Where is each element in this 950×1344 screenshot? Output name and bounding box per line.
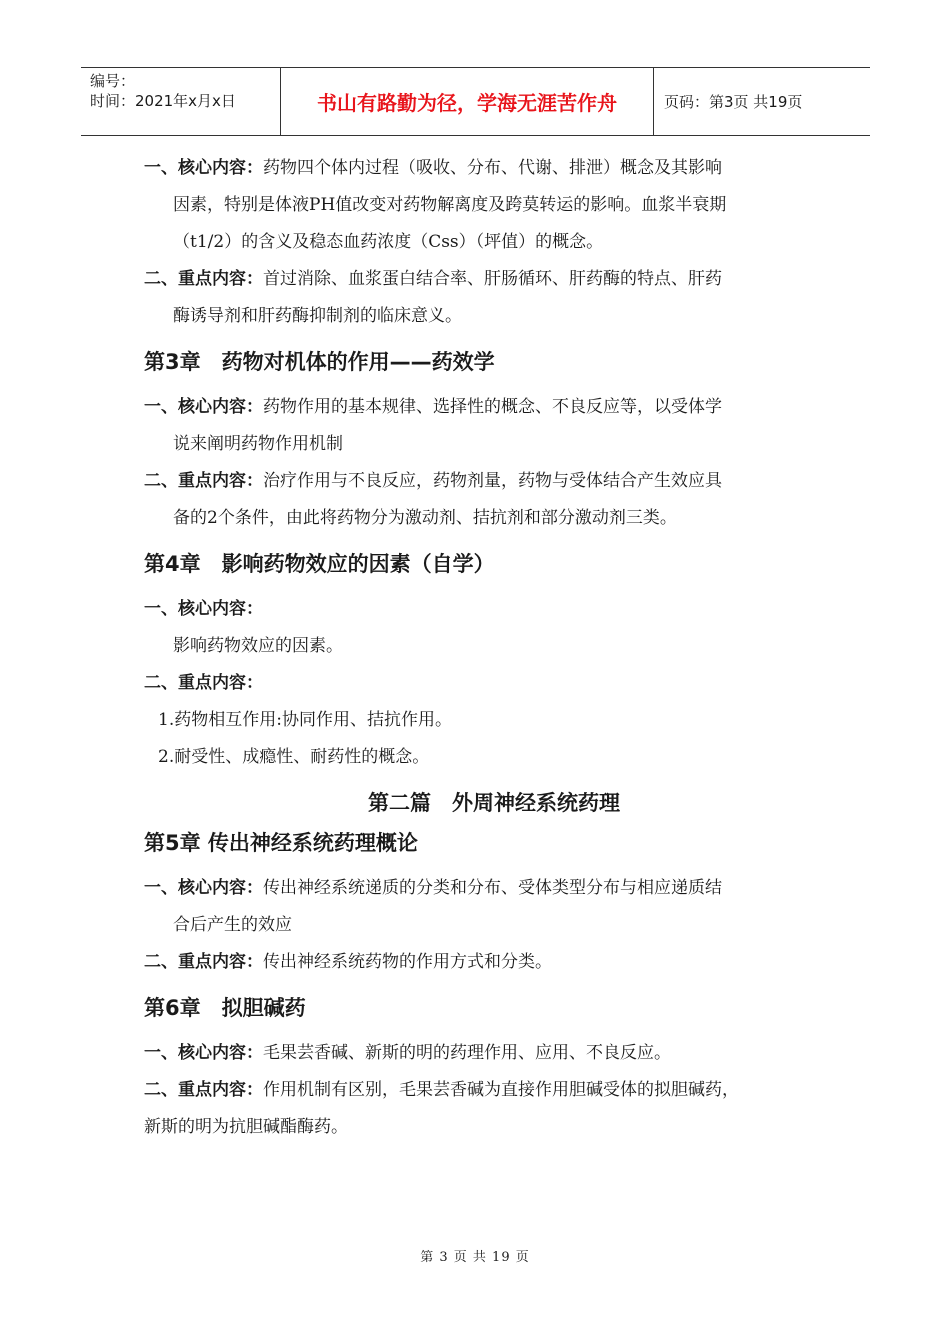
part-2-heading: 第二篇 外周神经系统药理 <box>368 791 620 815</box>
core-label: 一、核心内容： <box>144 1043 263 1063</box>
header-page-label: 页码：第3页 共19页 <box>664 93 803 111</box>
text-line: 因素，特别是体液PH值改变对药物解离度及跨莫转运的影响。血浆半衰期 <box>173 195 727 215</box>
key-label: 二、重点内容： <box>144 269 263 289</box>
core-label: 一、核心内容： <box>144 599 263 619</box>
text-line: （t1/2）的含义及稳态血药浓度（Css）（坪值）的概念。 <box>173 232 604 252</box>
key-content-paragraph <box>144 261 844 298</box>
core-text: 传出神经系统递质的分类和分布、受体类型分布与相应递质结 <box>263 878 722 898</box>
header-motto: 书山有路勤为径，学海无涯苦作舟 <box>281 68 654 135</box>
chapter-6-heading: 第6章 拟胆碱药 <box>144 996 306 1020</box>
text-line: 说来阐明药物作用机制 <box>173 434 343 454</box>
header-info-cell <box>81 68 281 135</box>
key-label: 二、重点内容： <box>144 673 263 693</box>
chapter-4-heading: 第4章 影响药物效应的因素（自学） <box>144 552 495 576</box>
text-line: 合后产生的效应 <box>173 915 292 935</box>
core-content-paragraph <box>144 870 844 907</box>
core-text: 毛果芸香碱、新斯的明的药理作用、应用、不良反应。 <box>263 1043 671 1063</box>
page-footer: 第 3 页 共 19 页 <box>420 1250 530 1265</box>
core-content-paragraph <box>144 150 844 187</box>
code-label: 编号： <box>90 72 136 90</box>
core-label: 一、核心内容： <box>144 397 263 417</box>
key-label: 二、重点内容： <box>144 471 263 491</box>
key-content-paragraph <box>144 944 844 981</box>
core-label: 一、核心内容： <box>144 878 263 898</box>
key-content-paragraph <box>144 665 844 702</box>
key-content-paragraph <box>144 1072 844 1109</box>
numbered-item: 1.药物相互作用:协同作用、拮抗作用。 <box>158 710 452 730</box>
numbered-item: 2.耐受性、成瘾性、耐药性的概念。 <box>158 747 430 767</box>
time-label: 时间：2021年x月x日 <box>90 92 236 110</box>
text-line: 新斯的明为抗胆碱酯酶药。 <box>144 1117 348 1137</box>
chapter-3-heading: 第3章 药物对机体的作用——药效学 <box>144 350 495 374</box>
core-text: 药物四个体内过程（吸收、分布、代谢、排泄）概念及其影响 <box>263 158 722 178</box>
document-body <box>144 150 844 1146</box>
key-text: 首过消除、血浆蛋白结合率、肝肠循环、肝药酶的特点、肝药 <box>263 269 722 289</box>
page-header <box>81 67 870 136</box>
core-content-paragraph <box>144 389 844 426</box>
core-text: 药物作用的基本规律、选择性的概念、不良反应等，以受体学 <box>263 397 722 417</box>
chapter-5-heading: 第5章 传出神经系统药理概论 <box>144 831 418 855</box>
key-text: 作用机制有区别，毛果芸香碱为直接作用胆碱受体的拟胆碱药， <box>263 1080 739 1100</box>
core-content-paragraph <box>144 591 844 628</box>
text-line: 影响药物效应的因素。 <box>173 636 343 656</box>
key-label: 二、重点内容： <box>144 952 263 972</box>
text-line: 备的2个条件，由此将药物分为激动剂、拮抗剂和部分激动剂三类。 <box>173 508 677 528</box>
key-text: 传出神经系统药物的作用方式和分类。 <box>263 952 552 972</box>
key-text: 治疗作用与不良反应，药物剂量，药物与受体结合产生效应具 <box>263 471 722 491</box>
key-label: 二、重点内容： <box>144 1080 263 1100</box>
key-content-paragraph <box>144 463 844 500</box>
core-content-paragraph <box>144 1035 844 1072</box>
core-label: 一、核心内容： <box>144 158 263 178</box>
text-line: 酶诱导剂和肝药酶抑制剂的临床意义。 <box>173 306 462 326</box>
